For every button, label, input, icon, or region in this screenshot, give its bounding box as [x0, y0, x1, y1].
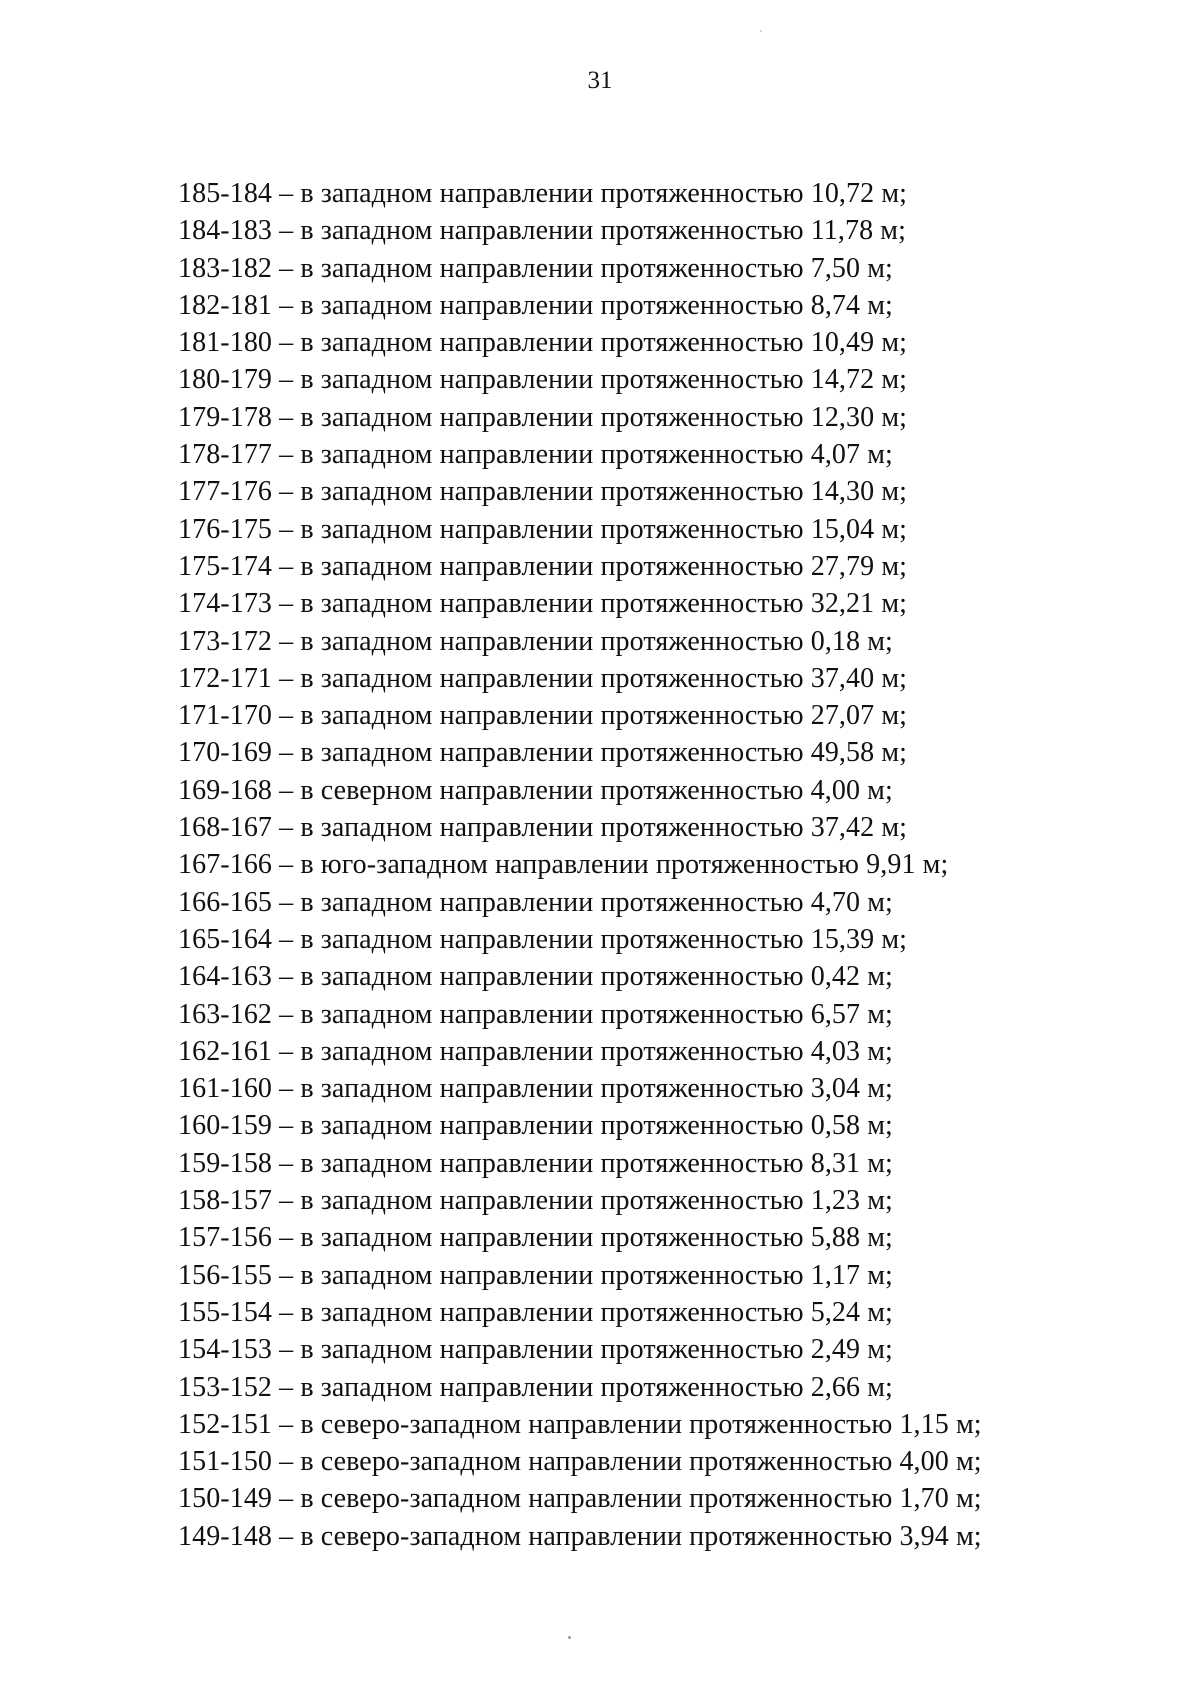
boundary-segment-line: 157-156 – в западном направлении протяженностью 5,88 м;	[178, 1222, 893, 1254]
boundary-segment-line: 184-183 – в западном направлении протяженностью 11,78 м;	[178, 215, 906, 247]
boundary-segment-line: 177-176 – в западном направлении протяженностью 14,30 м;	[178, 476, 908, 508]
boundary-segment-line: 152-151 – в северо-западном направлении протяженностью 1,15 м;	[178, 1408, 982, 1440]
boundary-segment-line: 159-158 – в западном направлении протяженностью 8,31 м;	[178, 1147, 893, 1179]
boundary-segment-line: 153-152 – в западном направлении протяженностью 2,66 м;	[178, 1371, 893, 1403]
boundary-segment-line: 176-175 – в западном направлении протяженностью 15,04 м;	[178, 513, 908, 545]
boundary-segment-line: 166-165 – в западном направлении протяженностью 4,70 м;	[178, 886, 893, 918]
boundary-segment-line: 163-162 – в западном направлении протяженностью 6,57 м;	[178, 998, 893, 1030]
boundary-segment-line: 173-172 – в западном направлении протяженностью 0,18 м;	[178, 625, 893, 657]
boundary-segment-line: 174-173 – в западном направлении протяженностью 32,21 м;	[178, 588, 908, 620]
boundary-segment-line: 185-184 – в западном направлении протяженностью 10,72 м;	[178, 178, 908, 209]
boundary-segment-line: 162-161 – в западном направлении протяженностью 4,03 м;	[178, 1035, 893, 1067]
boundary-segment-line: 182-181 – в западном направлении протяженностью 8,74 м;	[178, 289, 893, 321]
boundary-segment-line: 172-171 – в западном направлении протяженностью 37,40 м;	[178, 662, 908, 694]
boundary-segment-line: 154-153 – в западном направлении протяженностью 2,49 м;	[178, 1334, 893, 1366]
boundary-segment-line: 156-155 – в западном направлении протяженностью 1,17 м;	[178, 1259, 893, 1291]
boundary-segment-line: 149-148 – в северо-западном направлении протяженностью 3,94 м;	[178, 1520, 982, 1552]
boundary-segment-line: 180-179 – в западном направлении протяженностью 14,72 м;	[178, 364, 908, 396]
boundary-segment-list	[178, 175, 1138, 1555]
boundary-segment-line: 181-180 – в западном направлении протяженностью 10,49 м;	[178, 327, 908, 359]
boundary-segment-line: 161-160 – в западном направлении протяженностью 3,04 м;	[178, 1073, 893, 1105]
boundary-segment-line: 155-154 – в западном направлении протяженностью 5,24 м;	[178, 1296, 893, 1328]
boundary-segment-line: 175-174 – в западном направлении протяженностью 27,79 м;	[178, 550, 908, 582]
boundary-segment-line: 170-169 – в западном направлении протяженностью 49,58 м;	[178, 737, 908, 769]
boundary-segment-line: 151-150 – в северо-западном направлении протяженностью 4,00 м;	[178, 1446, 982, 1478]
boundary-segment-line: 179-178 – в западном направлении протяженностью 12,30 м;	[178, 401, 908, 433]
scan-speck	[760, 30, 762, 32]
boundary-segment-line: 165-164 – в западном направлении протяженностью 15,39 м;	[178, 923, 908, 955]
boundary-segment-line: 171-170 – в западном направлении протяженностью 27,07 м;	[178, 700, 908, 732]
boundary-segment-line: 168-167 – в западном направлении протяженностью 37,42 м;	[178, 812, 908, 844]
boundary-segment-line: 183-182 – в западном направлении протяженностью 7,50 м;	[178, 252, 893, 284]
boundary-segment-line: 167-166 – в юго-западном направлении протяженностью 9,91 м;	[178, 849, 949, 881]
page-number: 31	[587, 67, 613, 94]
scan-speck	[568, 1636, 571, 1639]
boundary-segment-line: 169-168 – в северном направлении протяженностью 4,00 м;	[178, 774, 893, 806]
boundary-segment-line: 160-159 – в западном направлении протяженностью 0,58 м;	[178, 1110, 893, 1142]
boundary-segment-line: 150-149 – в северо-западном направлении протяженностью 1,70 м;	[178, 1483, 982, 1515]
boundary-segment-line: 164-163 – в западном направлении протяженностью 0,42 м;	[178, 961, 893, 993]
boundary-segment-line: 178-177 – в западном направлении протяженностью 4,07 м;	[178, 439, 893, 471]
boundary-segment-line: 158-157 – в западном направлении протяженностью 1,23 м;	[178, 1185, 893, 1217]
